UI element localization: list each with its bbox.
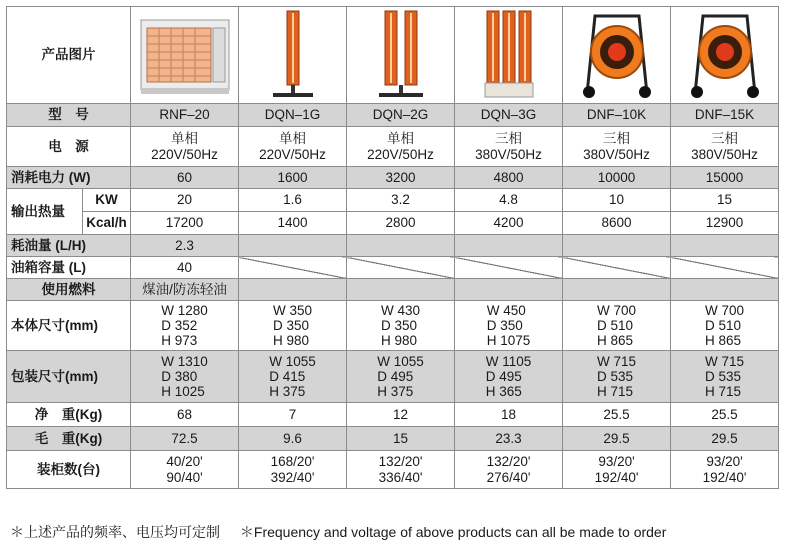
body-size-cell <box>563 301 671 351</box>
container-cell <box>563 451 671 489</box>
container-20ft: 132/20' <box>378 454 423 470</box>
dim-w: W 1280 <box>161 302 208 318</box>
product-photo-dqn2g <box>347 7 455 104</box>
body-size-cell <box>131 301 239 351</box>
not-applicable-cell <box>347 279 455 301</box>
footnote-en: ＊Frequency and voltage of above products can all be made to order <box>239 524 667 540</box>
dim-d: D 495 <box>485 368 522 384</box>
container-40ft: 336/40' <box>378 469 423 485</box>
container-20ft: 93/20' <box>598 454 635 470</box>
voltage-text: 380V/50Hz <box>583 146 650 162</box>
voltage-text: 220V/50Hz <box>151 146 218 162</box>
dim-d: D 510 <box>596 317 634 333</box>
dim-h: H 1075 <box>486 333 531 349</box>
dim-h: H 865 <box>704 333 742 349</box>
body-size-cell <box>455 301 563 351</box>
dim-w: W 1310 <box>161 353 208 369</box>
voltage-text: 380V/50Hz <box>475 146 542 162</box>
product-photo-dnf15k <box>671 7 779 104</box>
container-cell <box>671 451 779 489</box>
dim-h: H 1025 <box>161 384 205 400</box>
power-supply-cell <box>455 127 563 167</box>
fuel-row <box>7 279 779 301</box>
container-cell <box>347 451 455 489</box>
container-40ft: 276/40' <box>486 469 531 485</box>
not-applicable-cell <box>563 257 671 279</box>
not-applicable-cell <box>239 257 347 279</box>
package-size-cell <box>347 351 455 403</box>
not-applicable-cell <box>671 257 779 279</box>
not-applicable-cell <box>455 257 563 279</box>
phase-text: 三相 <box>495 131 522 147</box>
package-size-cell <box>131 351 239 403</box>
heat-kw-cell: 3.2 <box>347 189 455 212</box>
gross-weight-cell: 29.5 <box>563 427 671 451</box>
phase-text: 单相 <box>387 131 414 147</box>
gross-weight-cell: 23.3 <box>455 427 563 451</box>
tank-cell: 40 <box>131 257 239 279</box>
heat-kw-unit: KW <box>83 189 131 212</box>
model-cell: DQN–1G <box>239 104 347 127</box>
dim-h: H 365 <box>485 384 522 400</box>
heat-kw-cell: 1.6 <box>239 189 347 212</box>
dim-d: D 350 <box>486 317 523 333</box>
model-cell: DQN–2G <box>347 104 455 127</box>
row-label-package-size: 包装尺寸(mm) <box>7 351 131 403</box>
phase-text: 单相 <box>171 131 198 147</box>
heat-kw-row <box>7 189 779 212</box>
row-label-photo: 产品图片 <box>7 7 131 104</box>
row-label-oil-consumption: 耗油量 (L/H) <box>7 235 131 257</box>
dim-h: H 375 <box>377 384 414 400</box>
not-applicable-cell <box>671 279 779 301</box>
power-supply-cell <box>347 127 455 167</box>
not-applicable-cell <box>347 257 455 279</box>
single-tube-heater-icon <box>263 9 323 101</box>
container-20ft: 40/20' <box>166 454 203 470</box>
gross-weight-cell: 72.5 <box>131 427 239 451</box>
heat-kcal-cell: 1400 <box>239 212 347 235</box>
oil-cell: 2.3 <box>131 235 239 257</box>
heat-kcal-cell: 4200 <box>455 212 563 235</box>
power-supply-cell <box>671 127 779 167</box>
model-row <box>7 104 779 127</box>
heat-kcal-cell: 12900 <box>671 212 779 235</box>
not-applicable-cell <box>455 279 563 301</box>
not-applicable-cell <box>239 279 347 301</box>
row-label-gross-weight: 毛 重(Kg) <box>7 427 131 451</box>
dim-h: H 973 <box>161 333 198 349</box>
phase-text: 三相 <box>603 131 630 147</box>
power-supply-cell <box>131 127 239 167</box>
body-size-row <box>7 301 779 351</box>
container-40ft: 392/40' <box>270 469 315 485</box>
row-label-model: 型 号 <box>7 104 131 127</box>
not-applicable-cell <box>347 235 455 257</box>
gross-weight-cell: 9.6 <box>239 427 347 451</box>
net-weight-row <box>7 403 779 427</box>
not-applicable-cell <box>671 235 779 257</box>
row-label-body-size: 本体尺寸(mm) <box>7 301 131 351</box>
dim-w: W 430 <box>380 302 421 318</box>
row-label-fuel: 使用燃料 <box>7 279 131 301</box>
net-weight-cell: 68 <box>131 403 239 427</box>
fan-heater-icon <box>577 10 657 100</box>
dim-w: W 1105 <box>485 353 532 369</box>
dim-w: W 350 <box>272 302 313 318</box>
heat-kw-cell: 20 <box>131 189 239 212</box>
power-supply-row <box>7 127 779 167</box>
row-label-power-consumption: 消耗电力 (W) <box>7 167 131 189</box>
voltage-text: 220V/50Hz <box>259 146 326 162</box>
heat-kw-cell: 4.8 <box>455 189 563 212</box>
container-40ft: 192/40' <box>702 469 747 485</box>
power-cell: 15000 <box>671 167 779 189</box>
container-40ft: 192/40' <box>594 469 639 485</box>
net-weight-cell: 25.5 <box>563 403 671 427</box>
power-cell: 4800 <box>455 167 563 189</box>
model-cell: DNF–10K <box>563 104 671 127</box>
voltage-text: 220V/50Hz <box>367 146 434 162</box>
row-label-power-supply: 电 源 <box>7 127 131 167</box>
power-supply-cell <box>563 127 671 167</box>
gross-weight-cell: 29.5 <box>671 427 779 451</box>
dim-w: W 1055 <box>269 353 316 369</box>
dim-w: W 715 <box>704 353 745 369</box>
spec-table <box>6 6 779 489</box>
dim-h: H 865 <box>596 333 634 349</box>
power-consumption-row <box>7 167 779 189</box>
double-tube-heater-icon <box>371 9 431 101</box>
container-cell <box>239 451 347 489</box>
model-cell: RNF–20 <box>131 104 239 127</box>
container-row <box>7 451 779 489</box>
product-photo-dqn1g <box>239 7 347 104</box>
dim-d: D 535 <box>596 368 634 384</box>
net-weight-cell: 12 <box>347 403 455 427</box>
oil-consumption-row <box>7 235 779 257</box>
heat-kcal-cell: 17200 <box>131 212 239 235</box>
package-size-row <box>7 351 779 403</box>
heat-kcal-cell: 8600 <box>563 212 671 235</box>
container-20ft: 132/20' <box>486 454 531 470</box>
fuel-cell: 煤油/防冻轻油 <box>131 279 239 301</box>
photo-row <box>7 7 779 104</box>
row-label-container: 装柜数(台) <box>7 451 131 489</box>
dim-d: D 415 <box>269 368 306 384</box>
phase-text: 三相 <box>711 131 738 147</box>
product-photo-dqn3g <box>455 7 563 104</box>
dim-h: H 715 <box>704 384 742 400</box>
model-cell: DQN–3G <box>455 104 563 127</box>
product-photo-rnf20 <box>131 7 239 104</box>
dim-d: D 380 <box>161 368 198 384</box>
heat-kcal-cell: 2800 <box>347 212 455 235</box>
not-applicable-cell <box>239 235 347 257</box>
dim-h: H 375 <box>269 384 306 400</box>
not-applicable-cell <box>455 235 563 257</box>
phase-text: 单相 <box>279 131 306 147</box>
dim-d: D 350 <box>380 317 418 333</box>
dim-w: W 1055 <box>377 353 424 369</box>
not-applicable-cell <box>563 279 671 301</box>
body-size-cell <box>347 301 455 351</box>
dim-d: D 350 <box>272 317 310 333</box>
heat-kw-cell: 15 <box>671 189 779 212</box>
package-size-cell <box>671 351 779 403</box>
dim-w: W 700 <box>596 302 637 318</box>
container-20ft: 93/20' <box>706 454 743 470</box>
voltage-text: 380V/50Hz <box>691 146 758 162</box>
footnote-cn: ＊上述产品的频率、电压均可定制 <box>10 524 220 540</box>
net-weight-cell: 25.5 <box>671 403 779 427</box>
footnote <box>10 522 682 542</box>
product-photo-dnf10k <box>563 7 671 104</box>
dim-w: W 450 <box>486 302 526 318</box>
dim-d: D 352 <box>161 317 198 333</box>
heat-kw-cell: 10 <box>563 189 671 212</box>
net-weight-cell: 18 <box>455 403 563 427</box>
fan-heater-icon <box>685 10 765 100</box>
container-cell <box>455 451 563 489</box>
power-cell: 1600 <box>239 167 347 189</box>
body-size-cell <box>671 301 779 351</box>
triple-tube-heater-icon <box>479 9 539 101</box>
net-weight-cell: 7 <box>239 403 347 427</box>
row-label-heat-output: 输出热量 <box>7 189 83 235</box>
dim-d: D 495 <box>377 368 414 384</box>
row-label-tank-capacity: 油箱容量 (L) <box>7 257 131 279</box>
dim-h: H 980 <box>272 333 310 349</box>
gross-weight-row <box>7 427 779 451</box>
dim-w: W 715 <box>596 353 637 369</box>
gross-weight-cell: 15 <box>347 427 455 451</box>
power-supply-cell <box>239 127 347 167</box>
power-cell: 3200 <box>347 167 455 189</box>
dim-h: H 980 <box>380 333 418 349</box>
power-cell: 10000 <box>563 167 671 189</box>
not-applicable-cell <box>563 235 671 257</box>
dim-d: D 535 <box>704 368 742 384</box>
container-cell <box>131 451 239 489</box>
dim-d: D 510 <box>704 317 742 333</box>
dim-w: W 700 <box>704 302 745 318</box>
tank-capacity-row <box>7 257 779 279</box>
heat-kcal-unit: Kcal/h <box>83 212 131 235</box>
row-label-net-weight: 净 重(Kg) <box>7 403 131 427</box>
container-40ft: 90/40' <box>166 469 203 485</box>
model-cell: DNF–15K <box>671 104 779 127</box>
package-size-cell <box>239 351 347 403</box>
heat-kcal-row <box>7 212 779 235</box>
dim-h: H 715 <box>596 384 634 400</box>
container-20ft: 168/20' <box>270 454 315 470</box>
package-size-cell <box>455 351 563 403</box>
body-size-cell <box>239 301 347 351</box>
package-size-cell <box>563 351 671 403</box>
power-cell: 60 <box>131 167 239 189</box>
radiant-cabinet-heater-icon <box>137 14 233 96</box>
